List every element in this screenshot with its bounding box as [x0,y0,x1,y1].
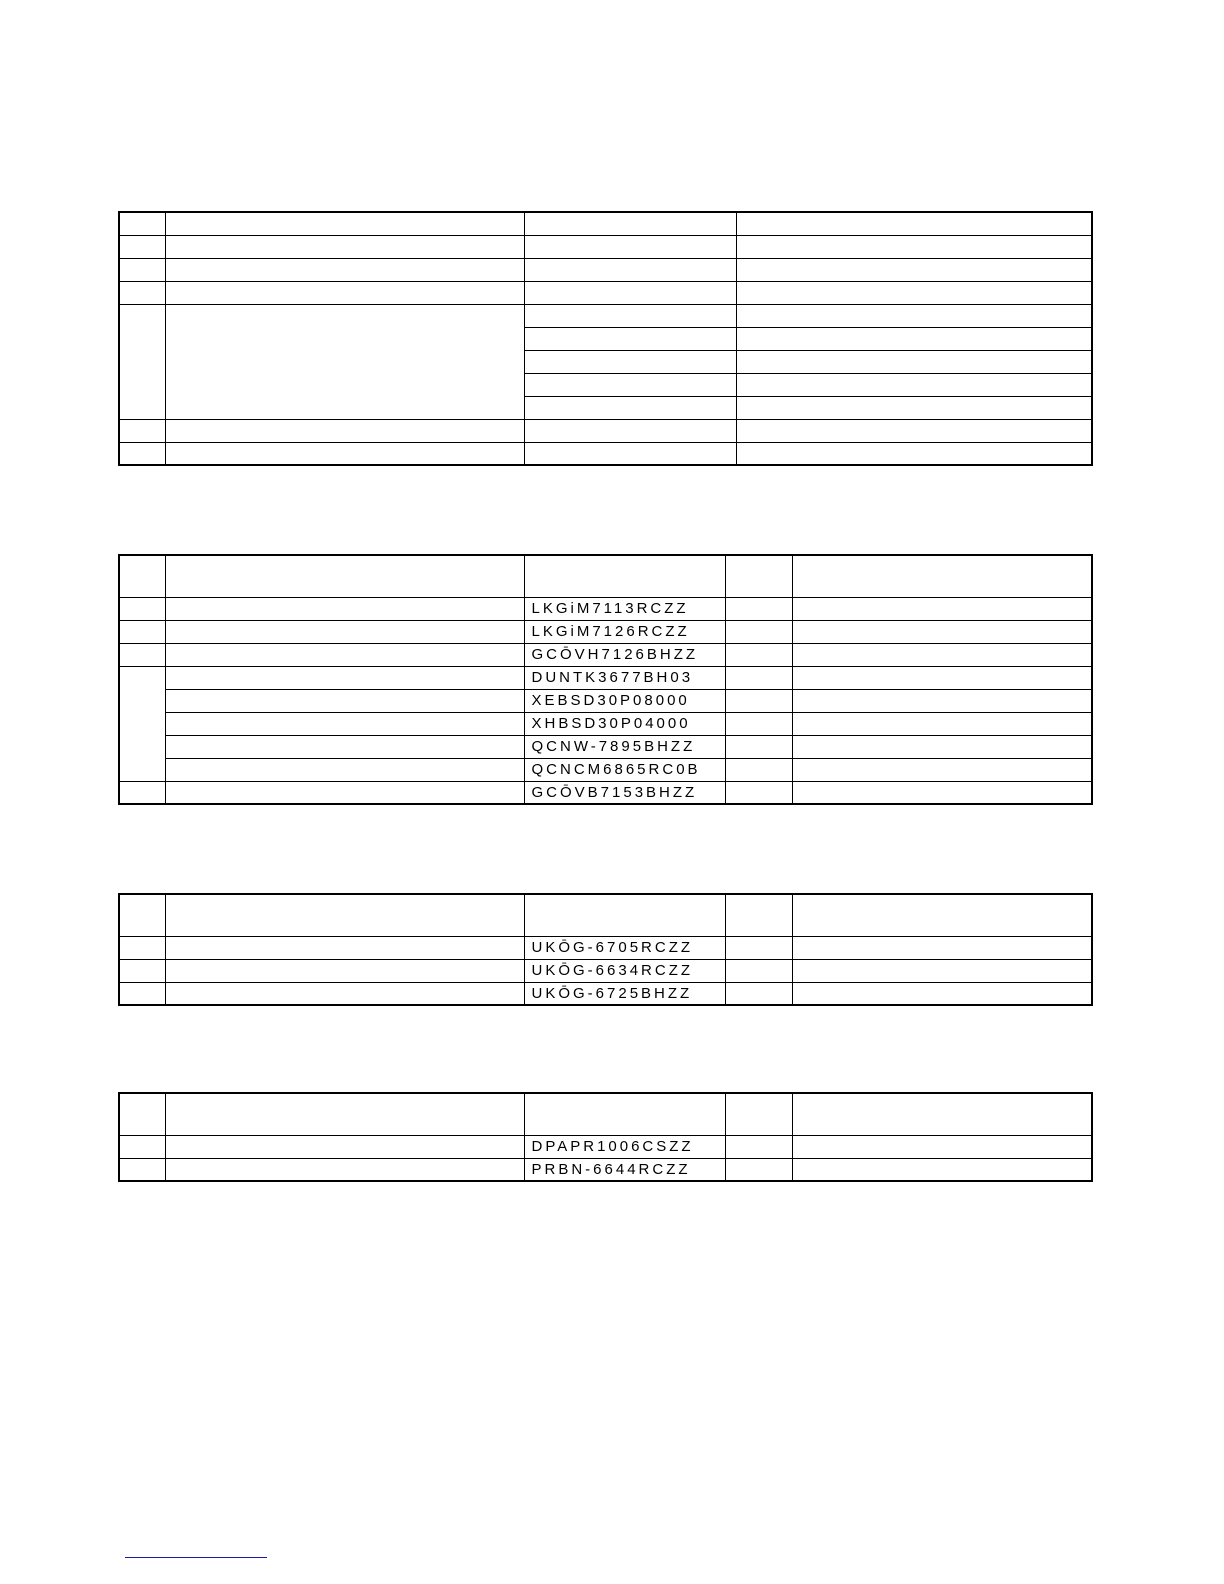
table-row [119,442,1092,465]
table-row [119,235,1092,258]
table-row [119,1135,1092,1158]
part-code: UKŌG-6634RCZZ [524,959,725,982]
table-row [119,689,1092,712]
part-code: DUNTK3677BH03 [524,666,725,689]
table-row [119,959,1092,982]
table-row [119,781,1092,804]
table-header-row [119,1093,1092,1135]
table-row [119,712,1092,735]
part-code: QCNW-7895BHZZ [524,735,725,758]
table-row [119,982,1092,1005]
table-header-row [119,555,1092,597]
table-row [119,620,1092,643]
footer-rule [125,1557,267,1558]
part-code: XEBSD30P08000 [524,689,725,712]
table-2 [118,554,1093,805]
part-code: LKGiM7113RCZZ [524,597,725,620]
part-code: UKŌG-6705RCZZ [524,936,725,959]
part-code: GCŌVH7126BHZZ [524,643,725,666]
part-code: QCNCM6865RC0B [524,758,725,781]
table-header-row [119,894,1092,936]
part-code: XHBSD30P04000 [524,712,725,735]
table-row [119,666,1092,689]
table-row [119,643,1092,666]
part-code: LKGiM7126RCZZ [524,620,725,643]
table-1 [118,211,1093,466]
table-row [119,597,1092,620]
part-code: DPAPR1006CSZZ [524,1135,725,1158]
table-row [119,758,1092,781]
table-row [119,281,1092,304]
part-code: PRBN-6644RCZZ [524,1158,725,1181]
part-code: UKŌG-6725BHZZ [524,982,725,1005]
part-code: GCŌVB7153BHZZ [524,781,725,804]
table-row [119,258,1092,281]
table-row [119,304,1092,327]
table-row [119,419,1092,442]
table-row [119,936,1092,959]
table-row [119,1158,1092,1181]
table-row [119,212,1092,235]
table-row [119,735,1092,758]
table-4 [118,1092,1093,1182]
table-3 [118,893,1093,1006]
